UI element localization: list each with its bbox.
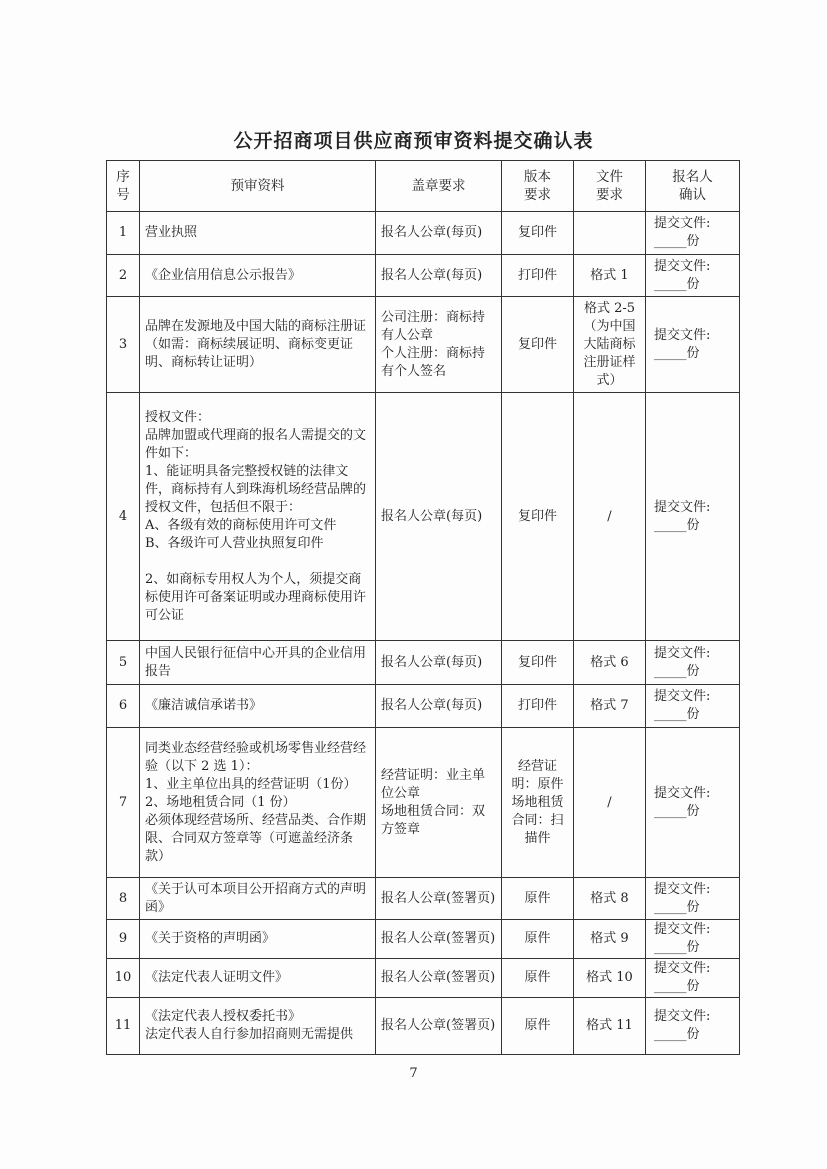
row-version: 原件 [502, 998, 574, 1055]
row-seal: 公司注册：商标持有人公章 个人注册：商标持有个人签名 [376, 297, 502, 393]
row-material: 《廉洁诚信承诺书》 [140, 685, 376, 728]
row-confirm: 提交文件: _____份 [646, 685, 740, 728]
row-material: 《法定代表人授权委托书》 法定代表人自行参加招商则无需提供 [140, 998, 376, 1055]
table-row [107, 728, 740, 878]
row-format: / [574, 728, 646, 878]
row-version: 原件 [502, 959, 574, 998]
row-seal: 报名人公章(每页) [376, 393, 502, 641]
row-material: 同类业态经营经验或机场零售业经营经验（以下 2 选 1）： 1、业主单位出具的经营证明（1份） 2、场地租赁合同（1 份） 必须体现经营场所、经营品类、合作期限、合同双方签章等（可遮盖经济条款） [140, 728, 376, 878]
header-version: 版本 要求 [502, 161, 574, 212]
row-format: 格式 2-5（为中国大陆商标注册证样式） [574, 297, 646, 393]
row-no: 11 [107, 998, 140, 1055]
table-header-row [107, 161, 740, 212]
row-confirm: 提交文件: _____份 [646, 998, 740, 1055]
row-seal: 报名人公章(签署页) [376, 959, 502, 998]
row-confirm: 提交文件: _____份 [646, 878, 740, 920]
table-row [107, 685, 740, 728]
table-row [107, 212, 740, 255]
row-no: 9 [107, 920, 140, 959]
row-no: 4 [107, 393, 140, 641]
submission-confirmation-table [106, 160, 740, 1055]
row-no: 7 [107, 728, 140, 878]
row-seal: 报名人公章(每页) [376, 685, 502, 728]
row-version: 打印件 [502, 685, 574, 728]
row-no: 10 [107, 959, 140, 998]
row-format: 格式 7 [574, 685, 646, 728]
row-confirm: 提交文件: _____份 [646, 728, 740, 878]
header-confirm: 报名人 确认 [646, 161, 740, 212]
row-seal: 报名人公章(签署页) [376, 878, 502, 920]
row-confirm: 提交文件: _____份 [646, 393, 740, 641]
row-version: 复印件 [502, 212, 574, 255]
table-row [107, 959, 740, 998]
row-no: 8 [107, 878, 140, 920]
row-seal: 报名人公章(签署页) [376, 998, 502, 1055]
table-row [107, 255, 740, 297]
row-material: 《企业信用信息公示报告》 [140, 255, 376, 297]
row-material: 营业执照 [140, 212, 376, 255]
table-row [107, 920, 740, 959]
row-material: 《关于认可本项目公开招商方式的声明函》 [140, 878, 376, 920]
row-confirm: 提交文件: _____份 [646, 297, 740, 393]
row-seal: 报名人公章(每页) [376, 641, 502, 685]
row-confirm: 提交文件: _____份 [646, 920, 740, 959]
table-row [107, 393, 740, 641]
row-no: 2 [107, 255, 140, 297]
header-no: 序 号 [107, 161, 140, 212]
table-row [107, 641, 740, 685]
row-format: 格式 9 [574, 920, 646, 959]
row-seal: 报名人公章(每页) [376, 212, 502, 255]
table-row [107, 998, 740, 1055]
header-material: 预审资料 [140, 161, 376, 212]
row-version: 原件 [502, 878, 574, 920]
row-format [574, 212, 646, 255]
header-seal: 盖章要求 [376, 161, 502, 212]
row-material: 品牌在发源地及中国大陆的商标注册证（如需：商标续展证明、商标变更证明、商标转让证明） [140, 297, 376, 393]
row-no: 6 [107, 685, 140, 728]
row-confirm: 提交文件: _____份 [646, 255, 740, 297]
row-no: 5 [107, 641, 140, 685]
table-row [107, 878, 740, 920]
row-format: 格式 11 [574, 998, 646, 1055]
row-material: 授权文件： 品牌加盟或代理商的报名人需提交的文件如下： 1、能证明具备完整授权链的法律文件，商标持有人到珠海机场经营品牌的授权文件，包括但不限于： A、各级有效的商标使用许可文件 B、各级许可人营业执照复印件 2、如商标专用权人为个人，须提交商标使用许可备案证明或办理商标使用许可公证 [140, 393, 376, 641]
row-version: 复印件 [502, 297, 574, 393]
table-row [107, 297, 740, 393]
row-seal: 报名人公章(签署页) [376, 920, 502, 959]
row-version: 复印件 [502, 393, 574, 641]
row-material: 《法定代表人证明文件》 [140, 959, 376, 998]
row-format: / [574, 393, 646, 641]
header-format: 文件 要求 [574, 161, 646, 212]
row-format: 格式 6 [574, 641, 646, 685]
row-no: 1 [107, 212, 140, 255]
row-confirm: 提交文件: _____份 [646, 959, 740, 998]
document-title: 公开招商项目供应商预审资料提交确认表 [233, 130, 594, 152]
row-confirm: 提交文件: _____份 [646, 641, 740, 685]
row-version: 经营证明：原件 场地租赁合同：扫描件 [502, 728, 574, 878]
page-number: 7 [409, 1066, 418, 1081]
row-version: 打印件 [502, 255, 574, 297]
row-confirm: 提交文件: _____份 [646, 212, 740, 255]
row-no: 3 [107, 297, 140, 393]
row-seal: 报名人公章(每页) [376, 255, 502, 297]
row-version: 复印件 [502, 641, 574, 685]
row-format: 格式 10 [574, 959, 646, 998]
row-material: 《关于资格的声明函》 [140, 920, 376, 959]
row-material: 中国人民银行征信中心开具的企业信用报告 [140, 641, 376, 685]
row-format: 格式 1 [574, 255, 646, 297]
row-version: 原件 [502, 920, 574, 959]
row-seal: 经营证明：业主单位公章 场地租赁合同：双方签章 [376, 728, 502, 878]
row-format: 格式 8 [574, 878, 646, 920]
